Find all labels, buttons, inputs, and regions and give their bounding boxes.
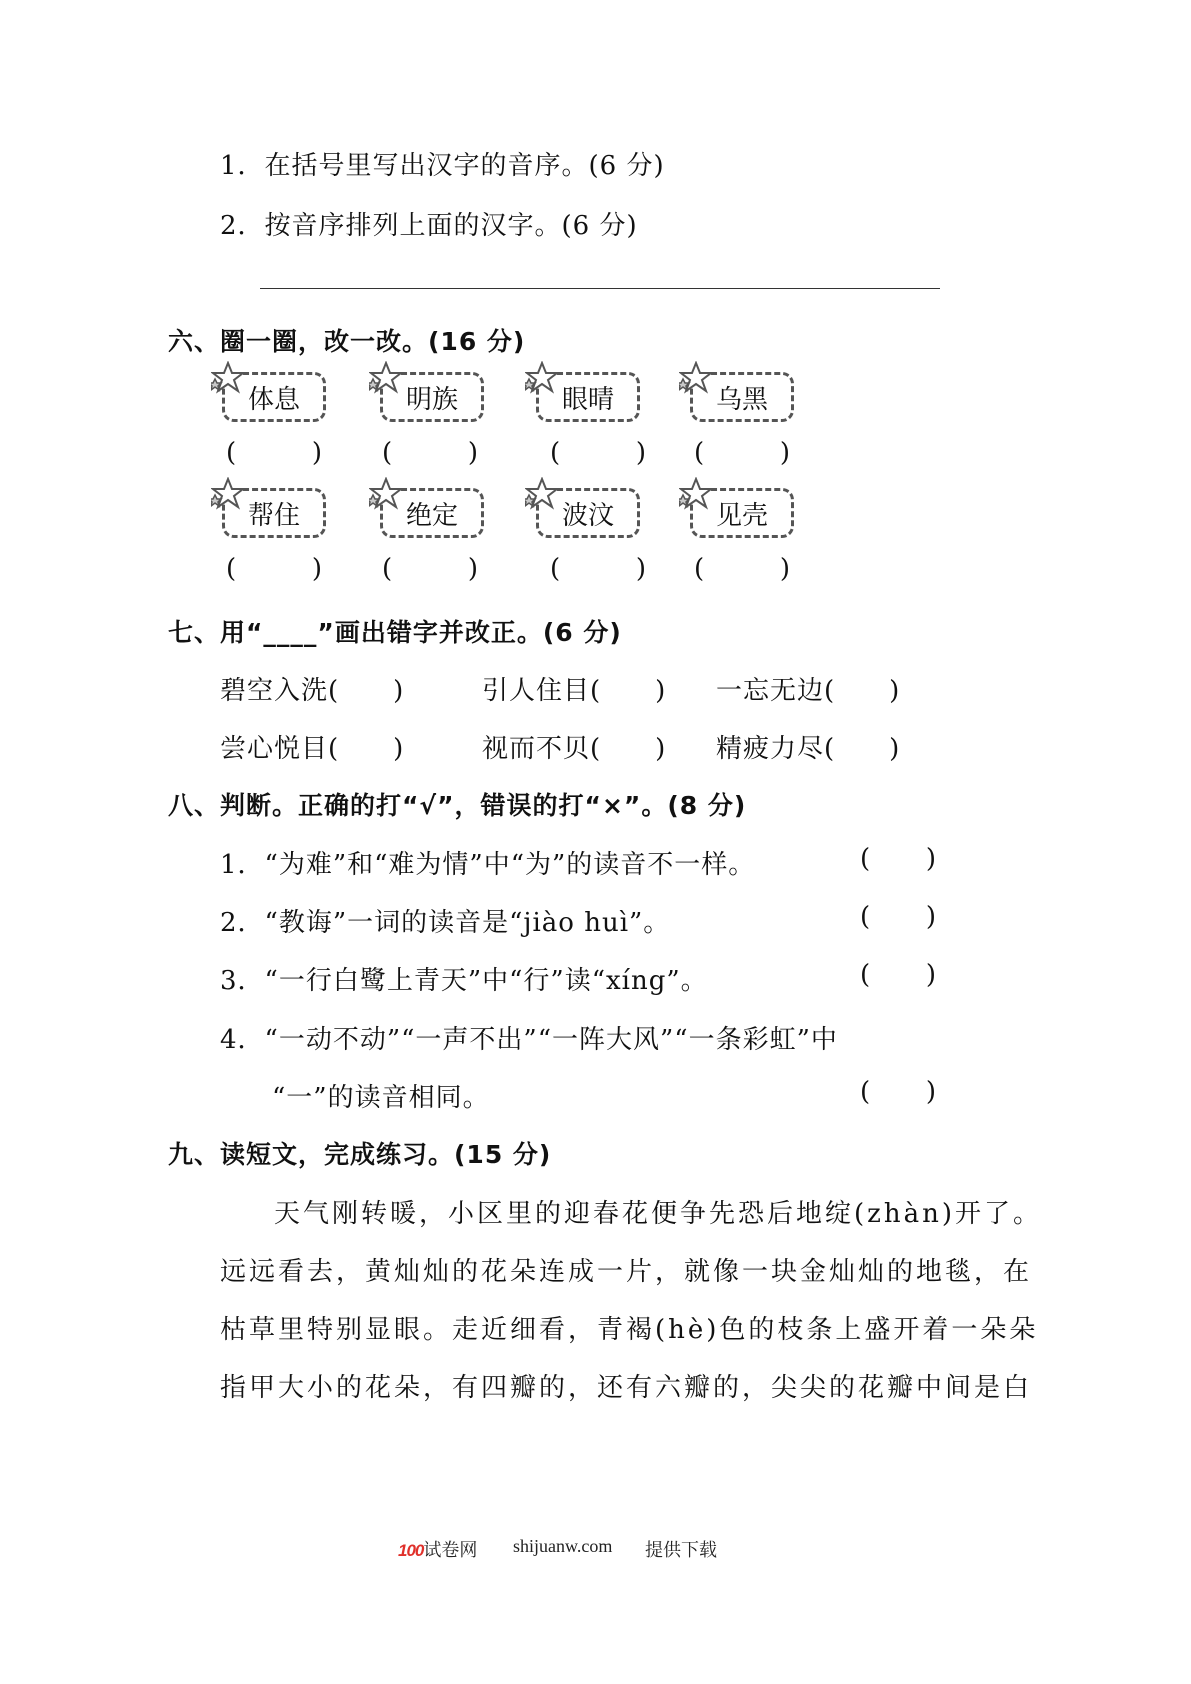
logo-text: 试卷网 bbox=[423, 1540, 478, 1560]
section-8-title: 八、判断。正确的打“√”，错误的打“×”。(8 分) bbox=[168, 791, 747, 820]
judge-item: 4．“一动不动”“一声不出”“一阵大风”“一条彩虹”中 bbox=[220, 1025, 838, 1055]
word-text: 见壳 bbox=[715, 500, 768, 531]
judge-item-continued: “一”的读音相同。 bbox=[272, 1083, 490, 1113]
answer-blank[interactable]: ( ) bbox=[226, 438, 322, 468]
section-6-title: 六、圈一圈，改一改。(16 分) bbox=[168, 327, 526, 356]
logo-number: 100 bbox=[398, 1541, 424, 1560]
word-text: 帮住 bbox=[247, 500, 300, 531]
question-5-1: 1．在括号里写出汉字的音序。(6 分) bbox=[220, 151, 665, 181]
site-logo[interactable] bbox=[398, 1536, 477, 1562]
word-text: 乌黑 bbox=[715, 384, 768, 415]
answer-blank[interactable]: ( ) bbox=[694, 438, 790, 468]
word-card bbox=[536, 372, 640, 422]
question-5-2: 2．按音序排列上面的汉字。(6 分) bbox=[220, 211, 638, 241]
word-card bbox=[222, 372, 326, 422]
idiom-item[interactable]: 视而不贝( ) bbox=[482, 734, 667, 764]
word-text: 波汶 bbox=[561, 500, 614, 531]
star-icon bbox=[369, 477, 403, 511]
answer-line[interactable] bbox=[260, 288, 940, 289]
section-7-title: 七、用“____”画出错字并改正。(6 分) bbox=[168, 618, 622, 647]
passage-line: 远远看去，黄灿灿的花朵连成一片，就像一块金灿灿的地毯，在 bbox=[220, 1257, 1033, 1287]
star-icon bbox=[211, 361, 245, 395]
answer-blank[interactable]: ( ) bbox=[382, 554, 478, 584]
idiom-item[interactable]: 精疲力尽( ) bbox=[716, 734, 901, 764]
judge-mark-blank[interactable]: ( ) bbox=[860, 902, 936, 932]
passage-line: 天气刚转暖，小区里的迎春花便争先恐后地绽(zhàn)开了。 bbox=[274, 1199, 1042, 1229]
star-icon bbox=[525, 361, 559, 395]
star-icon bbox=[369, 361, 403, 395]
star-icon bbox=[525, 477, 559, 511]
word-card bbox=[380, 372, 484, 422]
idiom-item[interactable]: 一忘无边( ) bbox=[716, 676, 901, 706]
passage-line: 枯草里特别显眼。走近细看，青褐(hè)色的枝条上盛开着一朵朵 bbox=[220, 1315, 1039, 1345]
download-text: 提供下载 bbox=[645, 1540, 717, 1560]
answer-blank[interactable]: ( ) bbox=[550, 554, 646, 584]
judge-mark-blank[interactable]: ( ) bbox=[860, 1077, 936, 1107]
idiom-item[interactable]: 引人住目( ) bbox=[482, 676, 667, 706]
star-icon bbox=[211, 477, 245, 511]
judge-item: 3．“一行白鹭上青天”中“行”读“xíng”。 bbox=[220, 966, 708, 996]
word-card bbox=[690, 372, 794, 422]
answer-blank[interactable]: ( ) bbox=[226, 554, 322, 584]
word-card bbox=[690, 488, 794, 538]
word-card bbox=[536, 488, 640, 538]
answer-blank[interactable]: ( ) bbox=[382, 438, 478, 468]
word-text: 明族 bbox=[405, 384, 458, 415]
passage-line: 指甲大小的花朵，有四瓣的，还有六瓣的，尖尖的花瓣中间是白 bbox=[220, 1373, 1033, 1403]
judge-item: 2．“教诲”一词的读音是“jiào huì”。 bbox=[220, 908, 671, 938]
word-text: 体息 bbox=[247, 384, 300, 415]
answer-blank[interactable]: ( ) bbox=[550, 438, 646, 468]
section-9-title: 九、读短文，完成练习。(15 分) bbox=[168, 1140, 552, 1169]
word-text: 眼晴 bbox=[561, 384, 614, 415]
star-icon bbox=[679, 477, 713, 511]
judge-mark-blank[interactable]: ( ) bbox=[860, 844, 936, 874]
site-url[interactable]: shijuanw.com bbox=[513, 1536, 613, 1556]
answer-blank[interactable]: ( ) bbox=[694, 554, 790, 584]
judge-item: 1．“为难”和“难为情”中“为”的读音不一样。 bbox=[220, 850, 756, 880]
word-card bbox=[222, 488, 326, 538]
idiom-item[interactable]: 碧空入洗( ) bbox=[220, 676, 405, 706]
word-text: 绝定 bbox=[405, 500, 458, 531]
word-card bbox=[380, 488, 484, 538]
judge-mark-blank[interactable]: ( ) bbox=[860, 960, 936, 990]
star-icon bbox=[679, 361, 713, 395]
idiom-item[interactable]: 尝心悦目( ) bbox=[220, 734, 405, 764]
